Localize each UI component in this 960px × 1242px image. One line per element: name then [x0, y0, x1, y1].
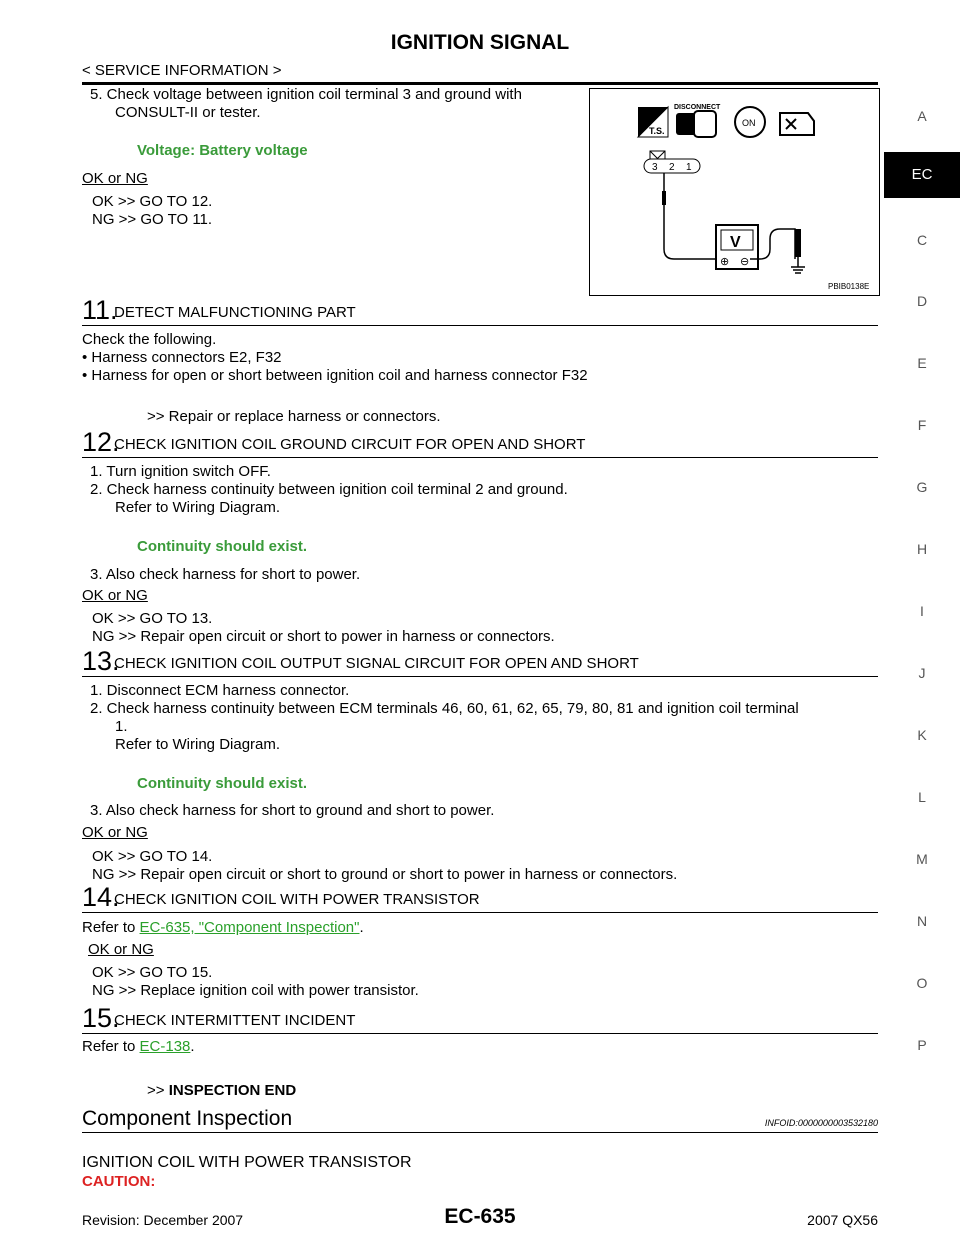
step-heading: CHECK INTERMITTENT INCIDENT	[114, 1012, 356, 1029]
result-ok: OK >> GO TO 12.	[92, 193, 213, 210]
component-inspection-link[interactable]: EC-635, "Component Inspection"	[139, 919, 360, 936]
component-inspection-title: Component Inspection	[82, 1107, 293, 1130]
side-tab-g[interactable]: G	[916, 479, 928, 495]
step12-line3: Refer to Wiring Diagram.	[115, 499, 281, 516]
ts-label: T.S.	[649, 126, 665, 136]
step13-line5: 3. Also check harness for short to ground and short to power.	[90, 802, 495, 819]
pin-1: 1	[686, 162, 692, 173]
page-number: EC-635	[444, 1205, 516, 1228]
ok-or-ng-label: OK or NG	[82, 170, 148, 187]
result-ng: NG >> Replace ignition coil with power transistor.	[92, 982, 419, 999]
step-number: 15.	[82, 1003, 120, 1033]
wiring-figure	[589, 88, 880, 296]
result-ng: NG >> Repair open circuit or short to ground or short to power in harness or connectors.	[92, 866, 678, 883]
step-15-header	[82, 999, 878, 1034]
info-id: INFOID:0000000003532180	[764, 1118, 878, 1128]
ok-or-ng-label: OK or NG	[82, 587, 148, 604]
ok-or-ng-label: OK or NG	[88, 941, 154, 958]
step-13-header	[82, 642, 878, 677]
step-heading: CHECK IGNITION COIL WITH POWER TRANSISTOR	[114, 891, 480, 908]
result-ng: NG >> Repair open circuit or short to power in harness or connectors.	[92, 628, 555, 645]
step13-line2: 2. Check harness continuity between ECM terminals 46, 60, 61, 62, 65, 79, 80, 81 and ignition coil terminal	[90, 700, 799, 717]
pin-2: 2	[669, 162, 675, 173]
step-heading: CHECK IGNITION COIL OUTPUT SIGNAL CIRCUIT FOR OPEN AND SHORT	[114, 655, 639, 672]
step11-result: >> Repair or replace harness or connectors.	[147, 408, 441, 425]
step-11-header	[82, 291, 878, 326]
step5-line1: 5. Check voltage between ignition coil terminal 3 and ground with	[90, 86, 522, 103]
step-12-header	[82, 423, 878, 458]
step5-line2: CONSULT-II or tester.	[115, 104, 261, 121]
step-number: 14.	[82, 882, 120, 912]
side-tab-h[interactable]: H	[916, 541, 928, 557]
model-year: 2007 QX56	[807, 1212, 878, 1228]
result-ng: NG >> GO TO 11.	[92, 211, 213, 228]
step-14-header	[82, 878, 878, 913]
side-tab-c[interactable]: C	[916, 232, 928, 248]
component-subheading: IGNITION COIL WITH POWER TRANSISTOR	[82, 1154, 412, 1171]
section-label: < SERVICE INFORMATION >	[82, 62, 282, 79]
result-ok: OK >> GO TO 15.	[92, 964, 213, 981]
caution-label: CAUTION:	[82, 1173, 156, 1190]
section-rule	[82, 1132, 878, 1133]
step13-line4: Refer to Wiring Diagram.	[115, 736, 281, 753]
side-tab-a[interactable]: A	[917, 108, 927, 124]
page-title: IGNITION SIGNAL	[390, 31, 570, 54]
step-number: 13.	[82, 646, 120, 676]
side-tab-d[interactable]: D	[916, 293, 928, 309]
continuity-spec: Continuity should exist.	[137, 538, 308, 555]
step12-line2: 2. Check harness continuity between ignition coil terminal 2 and ground.	[90, 481, 568, 498]
side-tab-m[interactable]: M	[916, 851, 928, 867]
revision-date: Revision: December 2007	[82, 1212, 244, 1228]
side-tab-p[interactable]: P	[917, 1037, 927, 1053]
side-tab-n[interactable]: N	[916, 913, 928, 929]
side-tab-l[interactable]: L	[918, 789, 926, 805]
ec-138-link[interactable]: EC-138	[139, 1038, 191, 1055]
side-tab-i[interactable]: I	[920, 603, 924, 619]
ok-or-ng-label: OK or NG	[82, 824, 148, 841]
pin-3: 3	[652, 162, 658, 173]
meter-label: V	[730, 234, 741, 251]
step11-text: Check the following.	[82, 331, 217, 348]
voltage-spec: Voltage: Battery voltage	[137, 142, 308, 159]
step11-bullet2: • Harness for open or short between ignition coil and harness connector F32	[82, 367, 588, 384]
step-heading: DETECT MALFUNCTIONING PART	[114, 304, 356, 321]
step14-refer: Refer to EC-635, "Component Inspection".	[82, 919, 364, 936]
continuity-spec: Continuity should exist.	[137, 775, 308, 792]
side-tab-o[interactable]: O	[916, 975, 928, 991]
side-tab-j[interactable]: J	[918, 665, 926, 681]
step12-line1: 1. Turn ignition switch OFF.	[90, 463, 271, 480]
disconnect-label: DISCONNECT	[674, 104, 721, 111]
step-number: 12.	[82, 427, 120, 457]
step15-refer: Refer to EC-138.	[82, 1038, 195, 1055]
side-tab-k[interactable]: K	[917, 727, 927, 743]
step-heading: CHECK IGNITION COIL GROUND CIRCUIT FOR OPEN AND SHORT	[114, 436, 586, 453]
step13-line1: 1. Disconnect ECM harness connector.	[90, 682, 350, 699]
side-tab-ec-active[interactable]: EC	[884, 152, 960, 198]
step-number: 11.	[82, 295, 118, 325]
step13-line3: 1.	[115, 718, 128, 735]
figure-id: PBIB0138E	[828, 282, 870, 291]
on-label: ON	[742, 118, 756, 128]
result-ok: OK >> GO TO 14.	[92, 848, 213, 865]
svg-text:⊕: ⊕	[720, 256, 730, 268]
step12-line4: 3. Also check harness for short to power.	[90, 566, 361, 583]
inspection-end: >> INSPECTION END	[147, 1082, 297, 1099]
step11-bullet1: • Harness connectors E2, F32	[82, 349, 282, 366]
svg-text:⊖: ⊖	[740, 256, 750, 268]
result-ok: OK >> GO TO 13.	[92, 610, 213, 627]
side-tab-e[interactable]: E	[917, 355, 927, 371]
voltage-check-diagram	[590, 89, 879, 295]
side-tab-f[interactable]: F	[917, 417, 927, 433]
header-rule	[82, 82, 878, 85]
